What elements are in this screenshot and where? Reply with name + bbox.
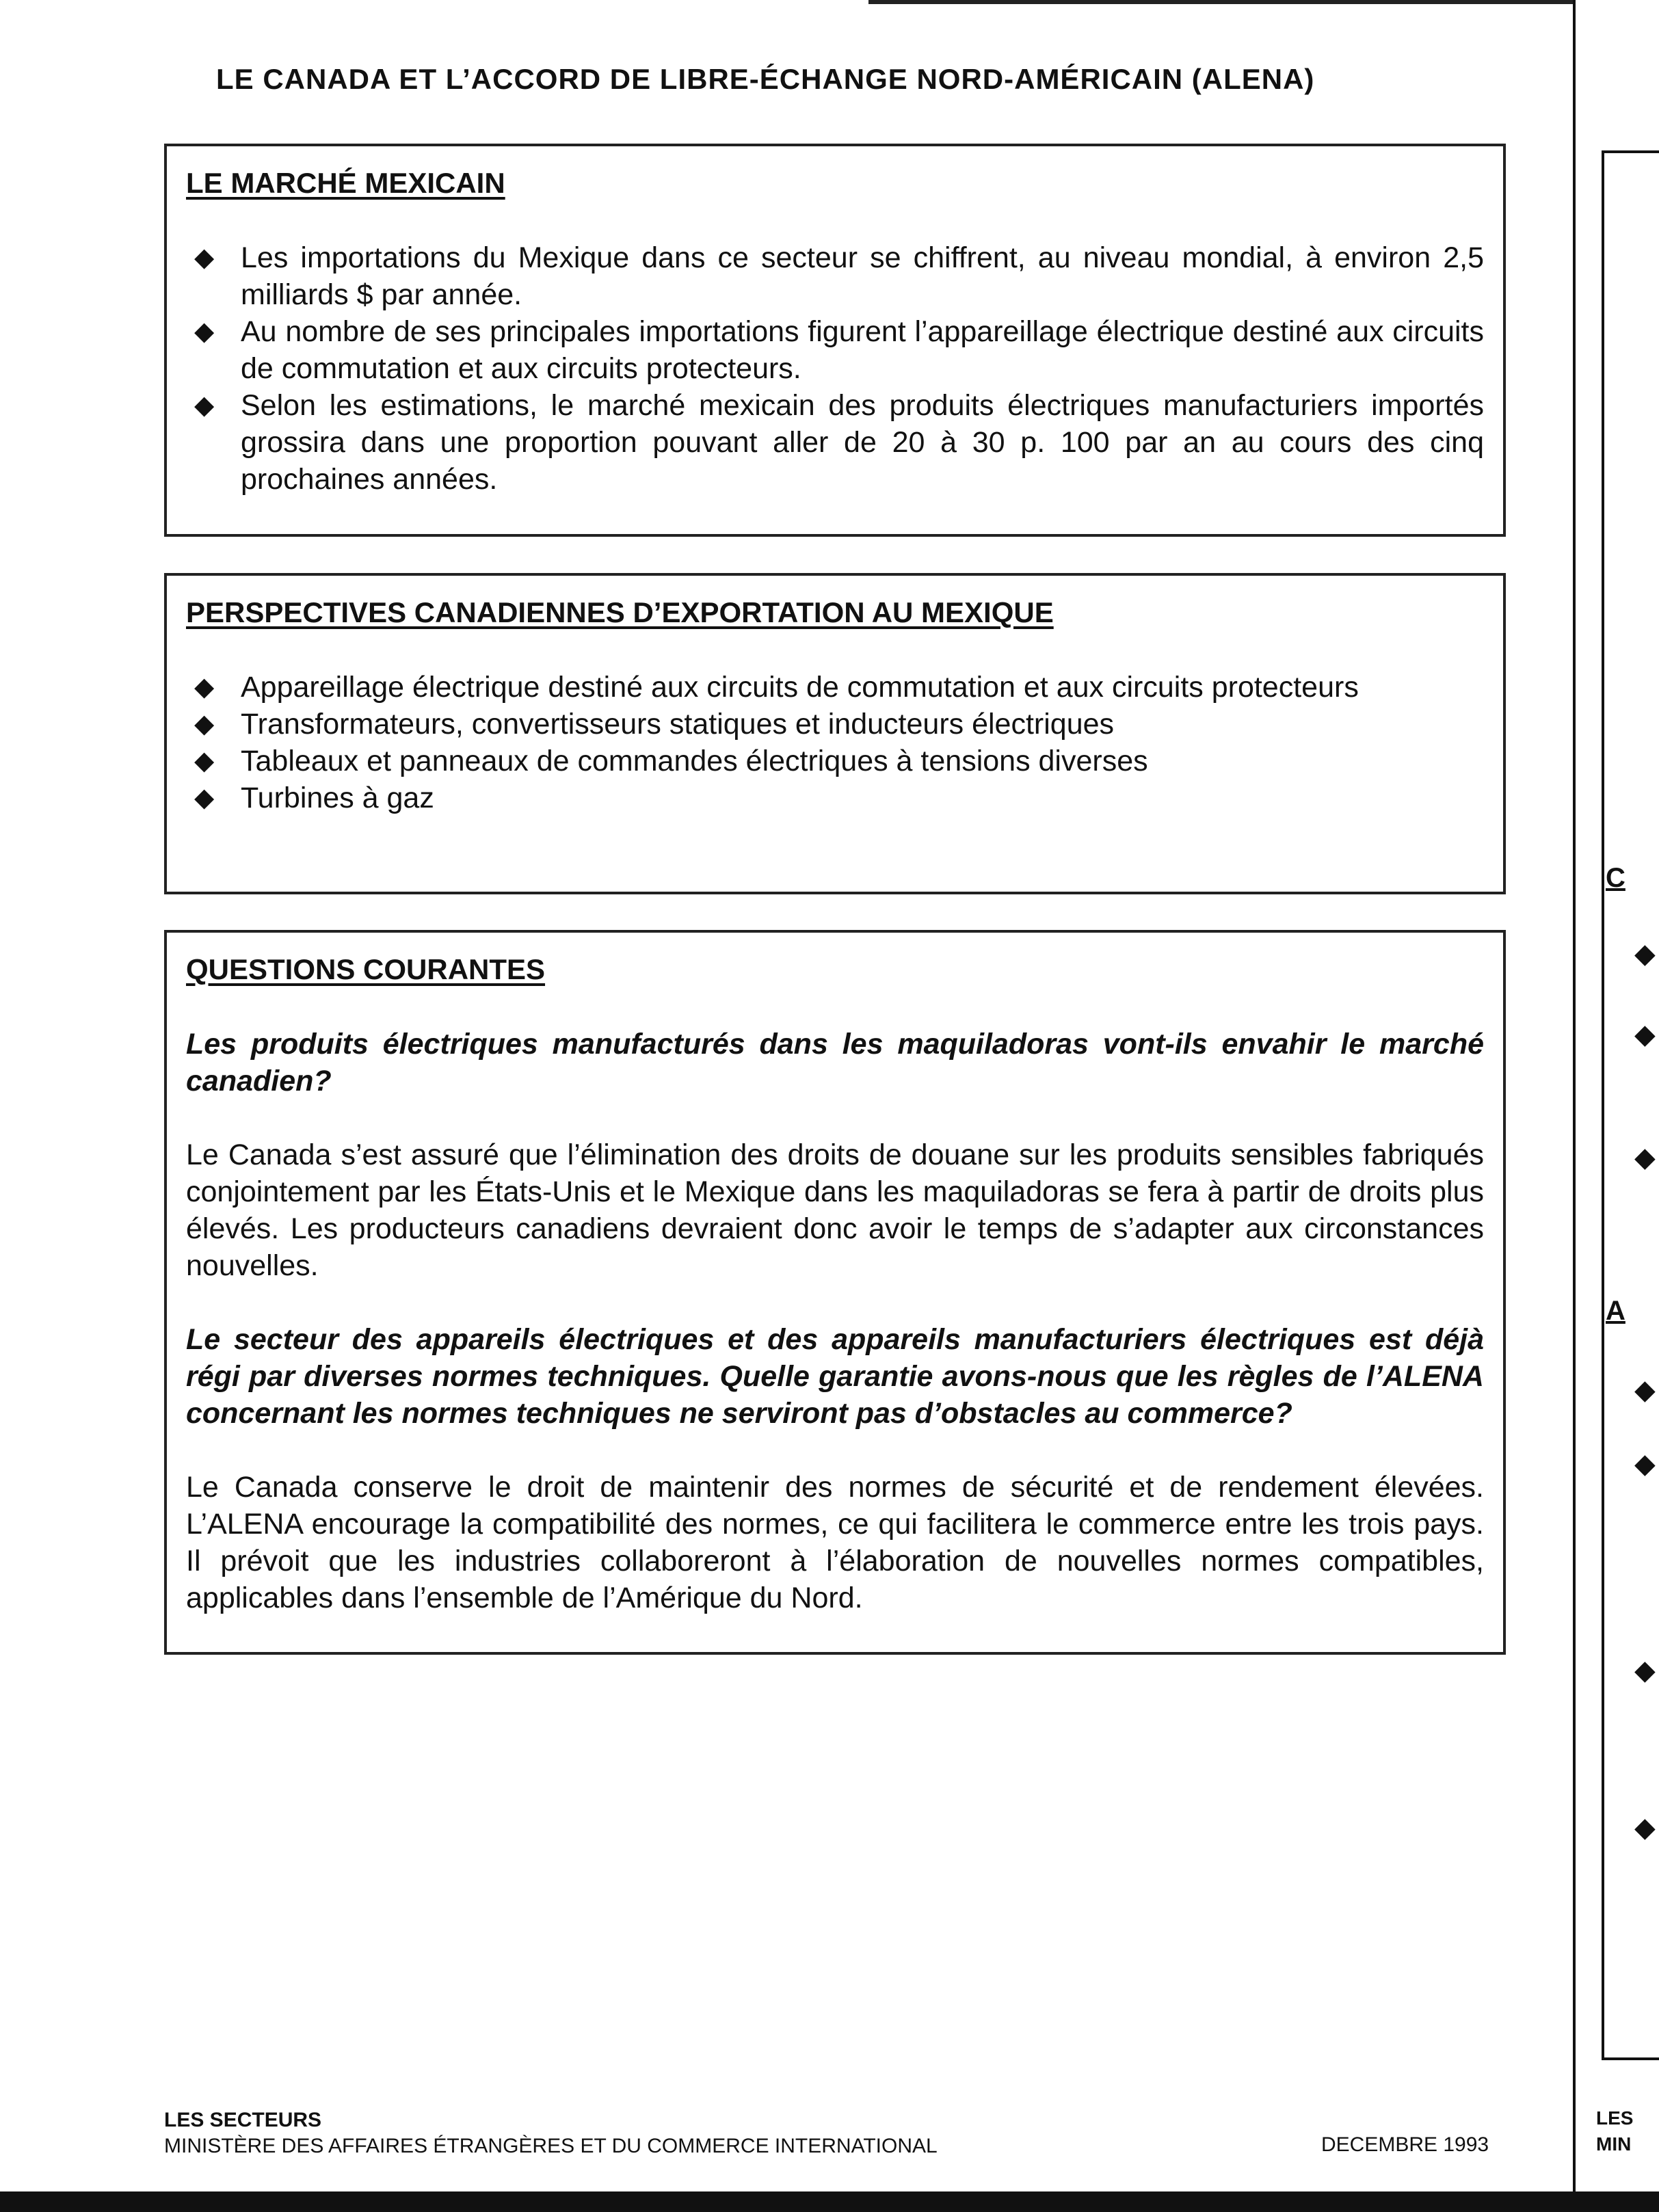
diamond-bullet-icon: ◆ [194, 710, 215, 738]
section-heading-questions: QUESTIONS COURANTES [186, 953, 546, 985]
diamond-bullet-icon: ◆ [194, 243, 215, 272]
next-page-footer-min: MIN [1596, 2133, 1632, 2155]
diamond-bullet-icon: ◆ [194, 673, 215, 702]
next-page-letter-c: C [1606, 863, 1625, 893]
diamond-bullet-icon: ◆ [1634, 1375, 1656, 1405]
list-item: ◆ Transformateurs, convertisseurs statiques et inducteurs électriques [186, 706, 1484, 743]
list-item: ◆ Les importations du Mexique dans ce secteur se chiffrent, au niveau mondial, à environ 2,5 milliards $ par année. [186, 239, 1484, 313]
section-heading-perspectives: PERSPECTIVES CANADIENNES D’EXPORTATION AU MEXIQUE [186, 596, 1054, 628]
faq-block [186, 1026, 1484, 1616]
footer-date: DECEMBRE 1993 [1321, 2133, 1489, 2156]
next-page-letter-a: A [1606, 1296, 1625, 1326]
scan-bottom-edge [0, 2191, 1659, 2212]
list-item: ◆ Turbines à gaz [186, 779, 1484, 816]
diamond-bullet-icon: ◆ [194, 747, 215, 775]
next-page-footer-les: LES [1596, 2107, 1634, 2129]
list-item: ◆ Au nombre de ses principales importations figurent l’appareillage électrique destiné aux circuits de commutation et aux circuits protecteurs. [186, 313, 1484, 387]
diamond-bullet-icon: ◆ [1634, 1655, 1656, 1685]
next-page-fragment [1573, 0, 1659, 2212]
list-item: ◆ Selon les estimations, le marché mexicain des produits électriques manufacturiers importés grossira dans une proportion pouvant aller de 20 à 30 p. 100 par an au cours des cinq prochaines années. [186, 387, 1484, 498]
section-perspectives [164, 573, 1506, 894]
section-heading-market: LE MARCHÉ MEXICAIN [186, 167, 505, 199]
next-page-box [1602, 150, 1659, 2060]
diamond-bullet-icon: ◆ [194, 784, 215, 812]
diamond-bullet-icon: ◆ [1634, 1813, 1656, 1843]
scan-edge-mark [868, 0, 1573, 4]
faq-question-1: Les produits électriques manufacturés dans les maquiladoras vont-ils envahir le marché canadien? [186, 1028, 1484, 1097]
diamond-bullet-icon: ◆ [1634, 1143, 1656, 1173]
footer-ministry: MINISTÈRE DES AFFAIRES ÉTRANGÈRES ET DU COMMERCE INTERNATIONAL [164, 2135, 938, 2157]
footer [164, 2107, 938, 2159]
perspectives-list [186, 669, 1484, 816]
list-item: ◆ Tableaux et panneaux de commandes électriques à tensions diverses [186, 743, 1484, 779]
section-market [164, 144, 1506, 537]
section-questions [164, 930, 1506, 1655]
footer-series: LES SECTEURS [164, 2109, 322, 2131]
market-list [186, 239, 1484, 498]
list-item: ◆ Appareillage électrique destiné aux circuits de commutation et aux circuits protecteurs [186, 669, 1484, 706]
diamond-bullet-icon: ◆ [1634, 939, 1656, 969]
diamond-bullet-icon: ◆ [1634, 1020, 1656, 1050]
faq-question-2: Le secteur des appareils électriques et des appareils manufacturiers électriques est déjà régi par diverses normes techniques. Quelle garantie avons-nous que les règles de l’ALENA concernant les normes techniques ne serviront pas d’obstacles au commerce? [186, 1323, 1484, 1430]
diamond-bullet-icon: ◆ [1634, 1449, 1656, 1479]
faq-answer-2: Le Canada conserve le droit de maintenir des normes de sécurité et de rendement élevées. L’ALENA encourage la compatibilité des normes, ce qui facilitera le commerce entre les trois pays. Il prévoit que les industries collaboreront à l’élaboration de nouvelles normes compatibles, applicables dans l’ensemble de l’Amérique du Nord. [186, 1471, 1484, 1614]
diamond-bullet-icon: ◆ [194, 391, 215, 420]
diamond-bullet-icon: ◆ [194, 317, 215, 346]
faq-answer-1: Le Canada s’est assuré que l’élimination des droits de douane sur les produits sensibles fabriqués conjointement par les États-Unis et le Mexique dans les maquiladoras se fera à partir de droits plus élevés. Les producteurs canadiens devraient donc avoir le temps de s’adapter aux circonstances nouvelles. [186, 1138, 1484, 1282]
page-title: LE CANADA ET L’ACCORD DE LIBRE-ÉCHANGE NORD-AMÉRICAIN (ALENA) [216, 63, 1315, 95]
